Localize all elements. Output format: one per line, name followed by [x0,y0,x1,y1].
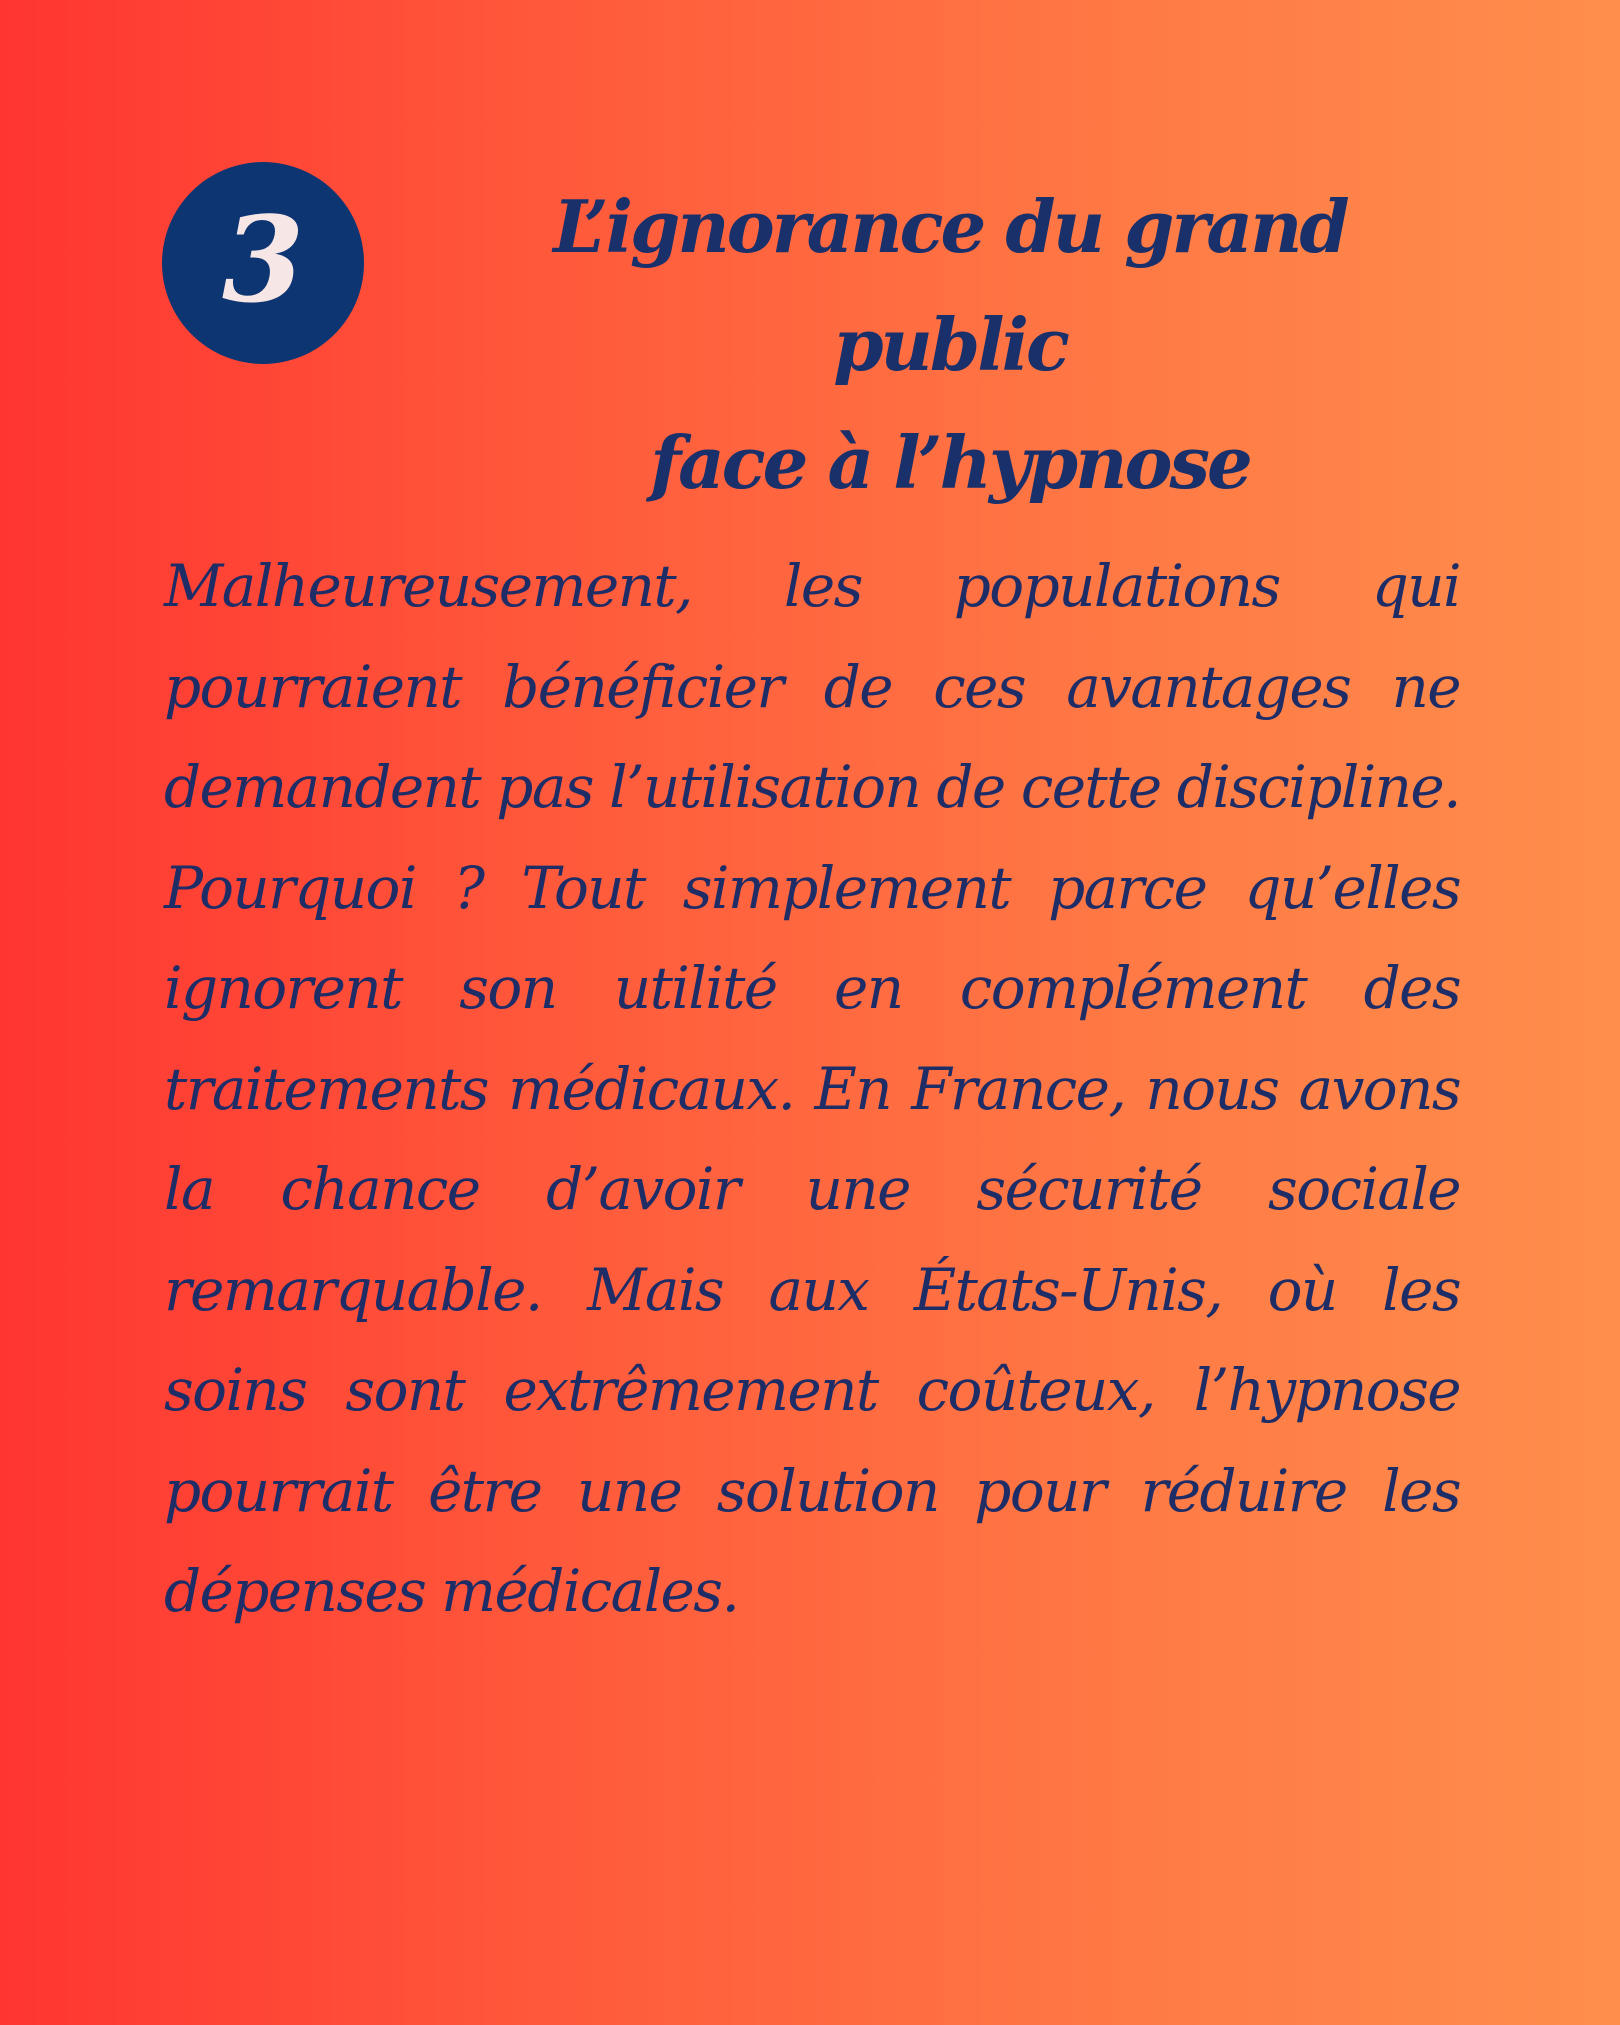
title-line-1: L’ignorance du grand public [553,184,1347,387]
page-title [430,168,1470,522]
number-badge [162,162,364,364]
body-paragraph: Malheureusement, les populations qui pourraient bénéficier de ces avantages ne demandent pas l’utilisation de cette discipline. Pourquoi ? Tout simplement parce qu’elles ignorent son utilité en complément des traitements médicaux. En France, nous avons la chance d’avoir une sécurité sociale remarquable. Mais aux États-Unis, où les soins sont extrêmement coûteux, l’hypnose pourrait être une solution pour réduire les dépenses médicales. [164,552,1460,1625]
title-line-2: face à l’hypnose [650,420,1250,505]
badge-number: 3 [221,190,305,329]
